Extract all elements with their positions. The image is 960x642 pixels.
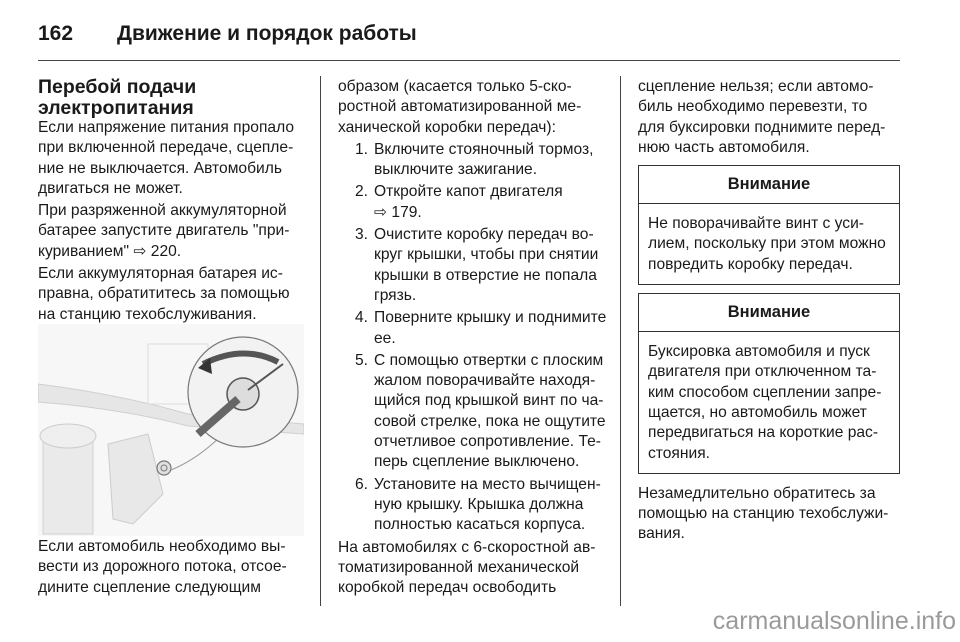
header-rule bbox=[38, 60, 900, 61]
paragraph: Если автомобиль необходимо вы- вести из дорожного потока, отсое- дините сцепление следующим bbox=[38, 538, 287, 596]
list-item bbox=[338, 140, 608, 181]
warning-title: Внимание bbox=[639, 166, 899, 204]
clutch-screw-illustration bbox=[38, 324, 304, 536]
paragraph: При разряженной аккумуляторной батарее запустите двигатель "при- куриванием" ⇨ 220. bbox=[38, 202, 290, 260]
paragraph: Если напряжение питания пропало при включенной передаче, сцепле- ние не выключается. Автомобиль двигаться не может. bbox=[38, 119, 295, 197]
section-heading: Перебой подачи электропитания bbox=[38, 76, 197, 119]
page-number: 162 bbox=[38, 22, 74, 45]
step-text: Включите стояночный тормоз, выключите зажигание. bbox=[374, 140, 594, 179]
list-item bbox=[338, 475, 608, 536]
step-text: Поверните крышку и поднимите ее. bbox=[374, 309, 607, 347]
step-number: 6. bbox=[354, 475, 368, 493]
warning-box bbox=[638, 165, 900, 285]
paragraph: На автомобилях с 6-скоростной ав- томатизированной механической коробкой передач освободить bbox=[338, 538, 596, 597]
step-number: 4. bbox=[354, 309, 368, 327]
paragraph: сцепление нельзя; если автомо- биль необходимо перевезти, то для буксировки поднимите перед- нюю часть автомобиля. bbox=[638, 78, 886, 156]
column-1 bbox=[38, 77, 308, 327]
list-item bbox=[338, 182, 608, 223]
step-number: 5. bbox=[354, 351, 368, 369]
warning-text: Буксировка автомобиля и пуск двигателя при отключенном та- ким способом сцеплении запре- щается, но автомобиль может передвигаться на короткие рас- стояния. bbox=[648, 343, 882, 462]
warning-title: Внимание bbox=[639, 294, 899, 332]
step-number: 2. bbox=[354, 183, 368, 201]
list-item bbox=[338, 225, 608, 306]
column-2 bbox=[338, 77, 608, 600]
paragraph: образом (касается только 5-ско- ростной автоматизированной ме- ханической коробки передач): bbox=[338, 78, 582, 136]
column-divider bbox=[620, 76, 621, 606]
warning-box bbox=[638, 293, 900, 474]
paragraph: Незамедлительно обратитесь за помощью на станцию техобслужи- вания. bbox=[638, 484, 889, 543]
column-divider bbox=[320, 76, 321, 606]
column-1-bottom bbox=[38, 537, 308, 600]
step-number: 3. bbox=[354, 226, 368, 244]
watermark: carmanualsonline.info bbox=[712, 607, 956, 635]
step-text: С помощью отвертки с плоским жалом поворачивайте находя- щийся под крышкой винт по ча- совой стрелке, пока не ощутите отчетливое сопротивление. Те- перь сцепление выключено. bbox=[374, 351, 606, 471]
step-text: Очистите коробку передач во- круг крышки, чтобы при снятии крышки в отверстие не попала грязь. bbox=[374, 226, 599, 304]
step-number: 1. bbox=[354, 140, 368, 158]
paragraph: Если аккумуляторная батарея ис- правна, обратититесь за помощью на станцию техобслуживания. bbox=[38, 265, 290, 323]
column-3 bbox=[638, 77, 900, 547]
warning-text: Не поворачивайте винт с уси- лием, поскольку при этом можно повредить коробку передач. bbox=[648, 215, 886, 273]
list-item bbox=[338, 308, 608, 349]
page-title: Движение и порядок работы bbox=[117, 22, 417, 45]
step-text: Откройте капот двигателя ⇨ 179. bbox=[374, 183, 563, 221]
step-text: Установите на место вычищен- ную крышку. Крышка должна полностью касаться корпуса. bbox=[374, 475, 601, 534]
list-item bbox=[338, 351, 608, 473]
